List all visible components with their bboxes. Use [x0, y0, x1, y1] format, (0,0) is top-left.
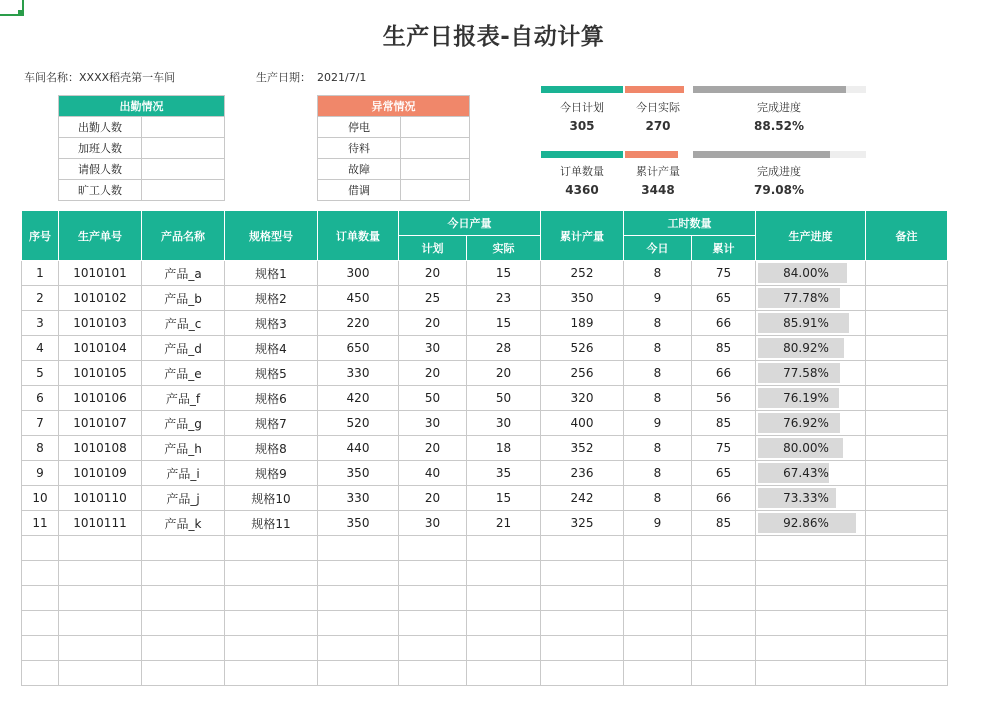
cell-remark[interactable]: [866, 436, 948, 461]
actual-value: 270: [645, 119, 671, 133]
cell-h-today[interactable]: 8: [624, 311, 692, 336]
empty-cell[interactable]: [467, 611, 541, 636]
workshop-label: 车间名称：: [24, 71, 79, 84]
cell-h-today[interactable]: 8: [624, 486, 692, 511]
cell-actual[interactable]: 20: [467, 361, 541, 386]
cell-product[interactable]: 产品_c: [142, 311, 225, 336]
cell-remark[interactable]: [866, 386, 948, 411]
workshop-value[interactable]: XXXX稻壳第一车间: [79, 71, 176, 84]
empty-cell[interactable]: [142, 661, 225, 686]
cell-actual[interactable]: 15: [467, 261, 541, 286]
cell-h-today[interactable]: 8: [624, 361, 692, 386]
empty-cell[interactable]: [142, 536, 225, 561]
date-info: [256, 69, 366, 85]
empty-cell[interactable]: [624, 611, 692, 636]
empty-cell[interactable]: [467, 586, 541, 611]
empty-cell[interactable]: [692, 561, 756, 586]
header-today-output: 今日产量: [399, 211, 541, 236]
cumulative-label: 累计产量: [636, 165, 680, 178]
empty-cell[interactable]: [866, 661, 948, 686]
empty-cell[interactable]: [59, 661, 142, 686]
progress-label: 完成进度: [757, 165, 801, 178]
cell-actual[interactable]: 21: [467, 511, 541, 536]
cell-order-no[interactable]: 1010108: [59, 436, 142, 461]
cell-plan[interactable]: 20: [399, 486, 467, 511]
progress-text: 77.58%: [783, 366, 829, 380]
cell-progress[interactable]: [756, 386, 866, 411]
plan-bar: [541, 86, 623, 93]
cell-cum-output[interactable]: 189: [541, 311, 624, 336]
cell-order-no[interactable]: 1010110: [59, 486, 142, 511]
actual-label: 今日实际: [636, 101, 680, 114]
cell-h-cum[interactable]: 85: [692, 336, 756, 361]
header-remark: 备注: [866, 211, 948, 261]
attendance-value[interactable]: [142, 180, 225, 201]
cell-remark[interactable]: [866, 311, 948, 336]
empty-cell[interactable]: [756, 586, 866, 611]
cell-spec[interactable]: 规格8: [225, 436, 318, 461]
cell-plan[interactable]: 30: [399, 336, 467, 361]
cell-spec[interactable]: 规格4: [225, 336, 318, 361]
cell-actual[interactable]: 15: [467, 311, 541, 336]
cell-plan[interactable]: 25: [399, 286, 467, 311]
empty-cell[interactable]: [399, 586, 467, 611]
cell-seq[interactable]: 1: [22, 261, 59, 286]
empty-cell[interactable]: [22, 586, 59, 611]
cell-seq[interactable]: 8: [22, 436, 59, 461]
cell-seq[interactable]: 7: [22, 411, 59, 436]
empty-cell[interactable]: [467, 561, 541, 586]
empty-cell[interactable]: [467, 661, 541, 686]
empty-cell[interactable]: [318, 636, 399, 661]
cell-progress[interactable]: [756, 336, 866, 361]
table-row: [22, 286, 948, 311]
empty-cell[interactable]: [142, 561, 225, 586]
table-row: [22, 336, 948, 361]
empty-cell[interactable]: [399, 661, 467, 686]
cell-order-no[interactable]: 1010102: [59, 286, 142, 311]
cell-remark[interactable]: [866, 511, 948, 536]
cell-plan[interactable]: 30: [399, 511, 467, 536]
cell-h-cum[interactable]: 85: [692, 511, 756, 536]
empty-cell[interactable]: [142, 611, 225, 636]
cell-product[interactable]: 产品_b: [142, 286, 225, 311]
cell-h-today[interactable]: 8: [624, 261, 692, 286]
order-value: 4360: [565, 183, 599, 197]
empty-cell[interactable]: [624, 561, 692, 586]
empty-cell[interactable]: [225, 661, 318, 686]
cell-order-qty[interactable]: 220: [318, 311, 399, 336]
progress-track: [693, 86, 866, 93]
table-row: [22, 511, 948, 536]
cell-actual[interactable]: 15: [467, 486, 541, 511]
cell-seq[interactable]: 6: [22, 386, 59, 411]
cell-h-cum[interactable]: 66: [692, 311, 756, 336]
date-label: 生产日期：: [256, 71, 311, 84]
cell-remark[interactable]: [866, 261, 948, 286]
order-label: 订单数量: [560, 165, 604, 178]
empty-cell[interactable]: [22, 611, 59, 636]
empty-cell[interactable]: [541, 561, 624, 586]
cell-plan[interactable]: 40: [399, 461, 467, 486]
abnormal-label: 待料: [318, 138, 401, 159]
cell-cum-output[interactable]: 352: [541, 436, 624, 461]
cell-product[interactable]: 产品_k: [142, 511, 225, 536]
empty-cell[interactable]: [541, 611, 624, 636]
cell-order-qty[interactable]: 350: [318, 511, 399, 536]
header-progress: 生产进度: [756, 211, 866, 261]
cell-progress[interactable]: [756, 261, 866, 286]
cell-spec[interactable]: 规格11: [225, 511, 318, 536]
header-plan: 计划: [399, 236, 467, 261]
cell-cum-output[interactable]: 242: [541, 486, 624, 511]
abnormal-label: 故障: [318, 159, 401, 180]
cumulative-value: 3448: [641, 183, 675, 197]
empty-cell[interactable]: [399, 561, 467, 586]
empty-cell[interactable]: [59, 611, 142, 636]
empty-cell[interactable]: [399, 536, 467, 561]
progress-track: [693, 151, 866, 158]
cell-h-today[interactable]: 9: [624, 411, 692, 436]
empty-cell[interactable]: [318, 611, 399, 636]
cell-cum-output[interactable]: 256: [541, 361, 624, 386]
table-row: [22, 411, 948, 436]
cell-progress[interactable]: [756, 511, 866, 536]
attendance-label: 出勤人数: [59, 117, 142, 138]
cell-progress[interactable]: [756, 486, 866, 511]
empty-cell[interactable]: [142, 586, 225, 611]
cell-progress[interactable]: [756, 311, 866, 336]
empty-cell[interactable]: [756, 611, 866, 636]
attendance-header: 出勤情况: [59, 96, 225, 117]
empty-cell[interactable]: [225, 611, 318, 636]
progress-value: 88.52%: [754, 119, 804, 133]
progress-text: 73.33%: [783, 491, 829, 505]
cell-plan[interactable]: 30: [399, 411, 467, 436]
cell-h-today[interactable]: 9: [624, 511, 692, 536]
empty-cell[interactable]: [22, 636, 59, 661]
empty-cell[interactable]: [541, 586, 624, 611]
empty-cell[interactable]: [59, 636, 142, 661]
cell-spec[interactable]: 规格6: [225, 386, 318, 411]
plan-value: 305: [569, 119, 595, 133]
empty-cell[interactable]: [225, 636, 318, 661]
cell-h-cum[interactable]: 66: [692, 486, 756, 511]
cell-remark[interactable]: [866, 461, 948, 486]
report-title: 生产日报表-自动计算: [382, 24, 605, 50]
attendance-label: 加班人数: [59, 138, 142, 159]
cell-spec[interactable]: 规格1: [225, 261, 318, 286]
table-row: [22, 361, 948, 386]
abnormal-table: [317, 95, 470, 201]
empty-row: [22, 661, 948, 686]
cell-remark[interactable]: [866, 411, 948, 436]
header-order-no: 生产单号: [59, 211, 142, 261]
cell-order-no[interactable]: 1010103: [59, 311, 142, 336]
abnormal-value[interactable]: [401, 180, 470, 201]
empty-cell[interactable]: [624, 636, 692, 661]
cell-order-qty[interactable]: 330: [318, 361, 399, 386]
cell-spec[interactable]: 规格2: [225, 286, 318, 311]
cell-h-cum[interactable]: 75: [692, 261, 756, 286]
progress-text: 85.91%: [783, 316, 829, 330]
empty-cell[interactable]: [59, 561, 142, 586]
cell-cum-output[interactable]: 236: [541, 461, 624, 486]
cell-h-cum[interactable]: 85: [692, 411, 756, 436]
empty-cell[interactable]: [866, 636, 948, 661]
cell-progress[interactable]: [756, 436, 866, 461]
cell-cum-output[interactable]: 252: [541, 261, 624, 286]
cell-h-cum[interactable]: 66: [692, 361, 756, 386]
empty-cell[interactable]: [225, 536, 318, 561]
header-hours-cum: 累计: [692, 236, 756, 261]
cell-cum-output[interactable]: 400: [541, 411, 624, 436]
empty-cell[interactable]: [225, 561, 318, 586]
cell-h-today[interactable]: 9: [624, 286, 692, 311]
empty-cell[interactable]: [756, 661, 866, 686]
cell-order-no[interactable]: 1010106: [59, 386, 142, 411]
progress-label: 完成进度: [757, 101, 801, 114]
empty-cell[interactable]: [22, 661, 59, 686]
progress-fill: [693, 86, 846, 93]
empty-cell[interactable]: [467, 536, 541, 561]
cell-product[interactable]: 产品_g: [142, 411, 225, 436]
attendance-value[interactable]: [142, 159, 225, 180]
empty-cell[interactable]: [624, 536, 692, 561]
progress-text: 80.92%: [783, 341, 829, 355]
cell-product[interactable]: 产品_i: [142, 461, 225, 486]
cell-plan[interactable]: 20: [399, 311, 467, 336]
plan-label: 今日计划: [560, 101, 604, 114]
progress-text: 76.92%: [783, 416, 829, 430]
abnormal-value[interactable]: [401, 138, 470, 159]
cell-cum-output[interactable]: 350: [541, 286, 624, 311]
table-row: [22, 461, 948, 486]
header-product: 产品名称: [142, 211, 225, 261]
cell-actual[interactable]: 30: [467, 411, 541, 436]
cell-progress[interactable]: [756, 361, 866, 386]
empty-row: [22, 536, 948, 561]
abnormal-value[interactable]: [401, 117, 470, 138]
cell-order-no[interactable]: 1010109: [59, 461, 142, 486]
cell-spec[interactable]: 规格10: [225, 486, 318, 511]
empty-row: [22, 561, 948, 586]
header-spec: 规格型号: [225, 211, 318, 261]
empty-cell[interactable]: [59, 586, 142, 611]
cell-h-cum[interactable]: 75: [692, 436, 756, 461]
empty-cell[interactable]: [399, 611, 467, 636]
cumulative-bar: [625, 151, 678, 158]
empty-cell[interactable]: [756, 536, 866, 561]
cell-product[interactable]: 产品_e: [142, 361, 225, 386]
cell-h-today[interactable]: 8: [624, 436, 692, 461]
empty-cell[interactable]: [756, 636, 866, 661]
cell-seq[interactable]: 11: [22, 511, 59, 536]
cell-order-qty[interactable]: 450: [318, 286, 399, 311]
cell-progress[interactable]: [756, 286, 866, 311]
empty-row: [22, 586, 948, 611]
empty-cell[interactable]: [692, 536, 756, 561]
empty-cell[interactable]: [624, 661, 692, 686]
cell-order-no[interactable]: 1010105: [59, 361, 142, 386]
empty-cell[interactable]: [541, 661, 624, 686]
empty-cell[interactable]: [692, 636, 756, 661]
cell-spec[interactable]: 规格5: [225, 361, 318, 386]
header-hours-today: 今日: [624, 236, 692, 261]
table-row: [22, 386, 948, 411]
cell-h-today[interactable]: 8: [624, 336, 692, 361]
progress-text: 77.78%: [783, 291, 829, 305]
cell-order-qty[interactable]: 300: [318, 261, 399, 286]
cell-actual[interactable]: 50: [467, 386, 541, 411]
cell-cum-output[interactable]: 526: [541, 336, 624, 361]
table-row: [22, 436, 948, 461]
cell-seq[interactable]: 10: [22, 486, 59, 511]
abnormal-label: 借调: [318, 180, 401, 201]
empty-row: [22, 611, 948, 636]
cell-product[interactable]: 产品_j: [142, 486, 225, 511]
empty-row: [22, 636, 948, 661]
empty-cell[interactable]: [541, 536, 624, 561]
empty-cell[interactable]: [541, 636, 624, 661]
date-value[interactable]: 2021/7/1: [317, 71, 367, 84]
cell-order-no[interactable]: 1010104: [59, 336, 142, 361]
attendance-label: 旷工人数: [59, 180, 142, 201]
cell-order-qty[interactable]: 520: [318, 411, 399, 436]
empty-cell[interactable]: [318, 561, 399, 586]
progress-text: 92.86%: [783, 516, 829, 530]
cell-remark[interactable]: [866, 286, 948, 311]
production-table: [21, 210, 948, 686]
empty-cell[interactable]: [59, 536, 142, 561]
empty-cell[interactable]: [866, 586, 948, 611]
actual-bar: [625, 86, 684, 93]
cell-seq[interactable]: 3: [22, 311, 59, 336]
attendance-value[interactable]: [142, 138, 225, 159]
cell-product[interactable]: 产品_f: [142, 386, 225, 411]
cell-remark[interactable]: [866, 361, 948, 386]
empty-cell[interactable]: [467, 636, 541, 661]
cell-actual[interactable]: 18: [467, 436, 541, 461]
header-actual: 实际: [467, 236, 541, 261]
cell-h-today[interactable]: 8: [624, 386, 692, 411]
cell-plan[interactable]: 20: [399, 361, 467, 386]
progress-text: 84.00%: [783, 266, 829, 280]
cell-actual[interactable]: 28: [467, 336, 541, 361]
empty-cell[interactable]: [692, 661, 756, 686]
attendance-label: 请假人数: [59, 159, 142, 180]
cell-plan[interactable]: 20: [399, 436, 467, 461]
cell-order-no[interactable]: 1010111: [59, 511, 142, 536]
cell-order-qty[interactable]: 330: [318, 486, 399, 511]
cell-actual[interactable]: 23: [467, 286, 541, 311]
workshop-info: [24, 69, 175, 85]
fill-handle[interactable]: [18, 10, 24, 16]
cell-spec[interactable]: 规格3: [225, 311, 318, 336]
attendance-value[interactable]: [142, 117, 225, 138]
table-row: [22, 486, 948, 511]
cell-spec[interactable]: 规格7: [225, 411, 318, 436]
cell-seq[interactable]: 9: [22, 461, 59, 486]
header-hours: 工时数量: [624, 211, 756, 236]
empty-cell[interactable]: [399, 636, 467, 661]
abnormal-label: 停电: [318, 117, 401, 138]
attendance-table: [58, 95, 225, 201]
cell-product[interactable]: 产品_a: [142, 261, 225, 286]
empty-cell[interactable]: [866, 611, 948, 636]
cell-order-qty[interactable]: 650: [318, 336, 399, 361]
cell-product[interactable]: 产品_d: [142, 336, 225, 361]
progress-fill: [693, 151, 830, 158]
empty-cell[interactable]: [692, 611, 756, 636]
empty-cell[interactable]: [22, 536, 59, 561]
cell-h-cum[interactable]: 56: [692, 386, 756, 411]
empty-cell[interactable]: [318, 661, 399, 686]
empty-cell[interactable]: [692, 586, 756, 611]
header-seq: 序号: [22, 211, 59, 261]
empty-cell[interactable]: [624, 586, 692, 611]
header-cum-output: 累计产量: [541, 211, 624, 261]
empty-cell[interactable]: [866, 536, 948, 561]
progress-text: 80.00%: [783, 441, 829, 455]
abnormal-value[interactable]: [401, 159, 470, 180]
empty-cell[interactable]: [756, 561, 866, 586]
cell-spec[interactable]: 规格9: [225, 461, 318, 486]
cell-order-qty[interactable]: 420: [318, 386, 399, 411]
cell-remark[interactable]: [866, 336, 948, 361]
progress-text: 67.43%: [783, 466, 829, 480]
cell-h-cum[interactable]: 65: [692, 461, 756, 486]
cell-plan[interactable]: 50: [399, 386, 467, 411]
progress-value: 79.08%: [754, 183, 804, 197]
header-order-qty: 订单数量: [318, 211, 399, 261]
cell-remark[interactable]: [866, 486, 948, 511]
cell-h-today[interactable]: 8: [624, 461, 692, 486]
cell-cum-output[interactable]: 325: [541, 511, 624, 536]
cell-progress[interactable]: [756, 411, 866, 436]
cell-progress[interactable]: [756, 461, 866, 486]
empty-cell[interactable]: [22, 561, 59, 586]
empty-cell[interactable]: [318, 586, 399, 611]
cell-order-qty[interactable]: 440: [318, 436, 399, 461]
cell-seq[interactable]: 5: [22, 361, 59, 386]
cell-cum-output[interactable]: 320: [541, 386, 624, 411]
empty-cell[interactable]: [866, 561, 948, 586]
table-row: [22, 261, 948, 286]
cell-seq[interactable]: 4: [22, 336, 59, 361]
cell-seq[interactable]: 2: [22, 286, 59, 311]
empty-cell[interactable]: [225, 586, 318, 611]
empty-cell[interactable]: [142, 636, 225, 661]
cell-h-cum[interactable]: 65: [692, 286, 756, 311]
progress-text: 76.19%: [783, 391, 829, 405]
order-bar: [541, 151, 623, 158]
abnormal-header: 异常情况: [318, 96, 470, 117]
table-row: [22, 311, 948, 336]
cell-plan[interactable]: 20: [399, 261, 467, 286]
cell-order-no[interactable]: 1010107: [59, 411, 142, 436]
cell-actual[interactable]: 35: [467, 461, 541, 486]
cell-order-no[interactable]: 1010101: [59, 261, 142, 286]
empty-cell[interactable]: [318, 536, 399, 561]
cell-order-qty[interactable]: 350: [318, 461, 399, 486]
cell-product[interactable]: 产品_h: [142, 436, 225, 461]
